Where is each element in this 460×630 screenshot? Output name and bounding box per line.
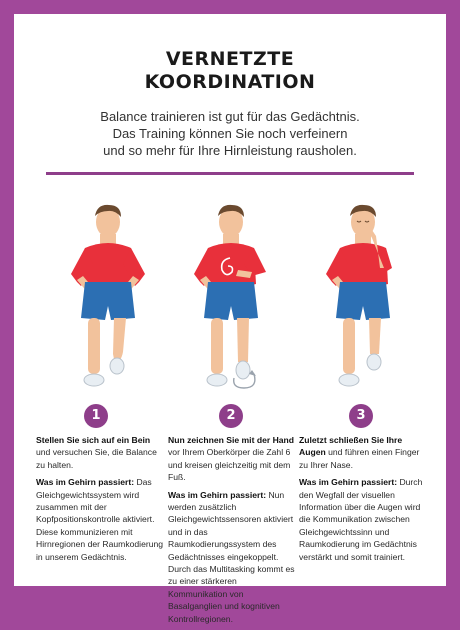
step-text-1 bbox=[36, 434, 166, 568]
intro-line-3: und so mehr für Ihre Hirnleistung rausholen. bbox=[103, 143, 357, 158]
step-2-instruction-rest: vor Ihrem Oberkörper die Zahl 6 und kreisen gleichzeitig mit dem Fuß. bbox=[168, 447, 291, 483]
step-badge-1: 1 bbox=[84, 404, 108, 428]
step-3-instruction-bold: Zuletzt schließen Sie Ihre Augen bbox=[299, 435, 403, 458]
intro-line-2: Das Training können Sie noch verfeinern bbox=[112, 126, 348, 141]
intro-line-1: Balance trainieren ist gut für das Gedächtnis. bbox=[100, 109, 360, 124]
step-1-instruction-bold: Stellen Sie sich auf ein Bein bbox=[36, 435, 151, 445]
step-2-brain-label: Was im Gehirn passiert: bbox=[168, 489, 267, 500]
step-3-brain-text: Durch den Wegfall der visuellen Information über die Augen wird die Kommunikation zwischen Gleichgewichtssinn und Raumkodierung im Gedächtnis verstärkt und somit trainiert. bbox=[299, 477, 423, 562]
step-3-brain bbox=[299, 476, 429, 563]
figure-one-leg-stand bbox=[63, 202, 153, 398]
step-1-instruction-rest: und versuchen Sie, die Balance zu halten. bbox=[36, 447, 157, 470]
step-3-brain-label: Was im Gehirn passiert: bbox=[299, 477, 398, 488]
step-text-2 bbox=[168, 434, 298, 630]
step-2-instruction-bold: Nun zeichnen Sie mit der Hand bbox=[168, 435, 295, 445]
step-text-3 bbox=[299, 434, 429, 568]
title-line-1: VERNETZTE bbox=[165, 48, 295, 70]
step-3-instruction bbox=[299, 434, 429, 471]
step-2-brain bbox=[168, 489, 298, 625]
step-1-brain bbox=[36, 476, 166, 563]
step-1-instruction bbox=[36, 434, 166, 471]
step-3-instruction-rest: und führen einen Finger zu Ihrer Nase. bbox=[299, 447, 420, 470]
figure-eyes-closed-finger-nose bbox=[318, 202, 408, 398]
figure-1-body bbox=[71, 205, 145, 386]
figure-draw-six-circle-foot bbox=[186, 202, 276, 398]
title-line-2: KOORDINATION bbox=[144, 71, 316, 93]
figure-3-body bbox=[326, 205, 392, 386]
step-1-brain-text: Das Gleichgewichtssystem wird zusammen mit der Kopfpositionskontrolle aktiviert. Diese kommunizieren mit Hirnregionen der Raumkodierung in unserem Gedächtnis. bbox=[36, 477, 164, 562]
divider bbox=[46, 172, 414, 175]
step-badge-2: 2 bbox=[219, 404, 243, 428]
step-1-brain-label: Was im Gehirn passiert: bbox=[36, 477, 135, 488]
info-card bbox=[14, 14, 446, 624]
intro-text bbox=[74, 108, 386, 159]
step-2-instruction bbox=[168, 434, 298, 484]
figure-2-body bbox=[194, 205, 266, 388]
step-badge-3: 3 bbox=[349, 404, 373, 428]
page-title bbox=[14, 48, 446, 94]
step-2-brain-text: Nun werden zusätzlich Gleichgewichtssensoren aktiviert und in das Raumkodierungssystem des Gedächtnisses eingekoppelt. Durch das Multitasking kommt es zu einer stärkeren Kommunikation von Basalganglien und kognitiven Kontrollregionen. bbox=[168, 489, 295, 624]
